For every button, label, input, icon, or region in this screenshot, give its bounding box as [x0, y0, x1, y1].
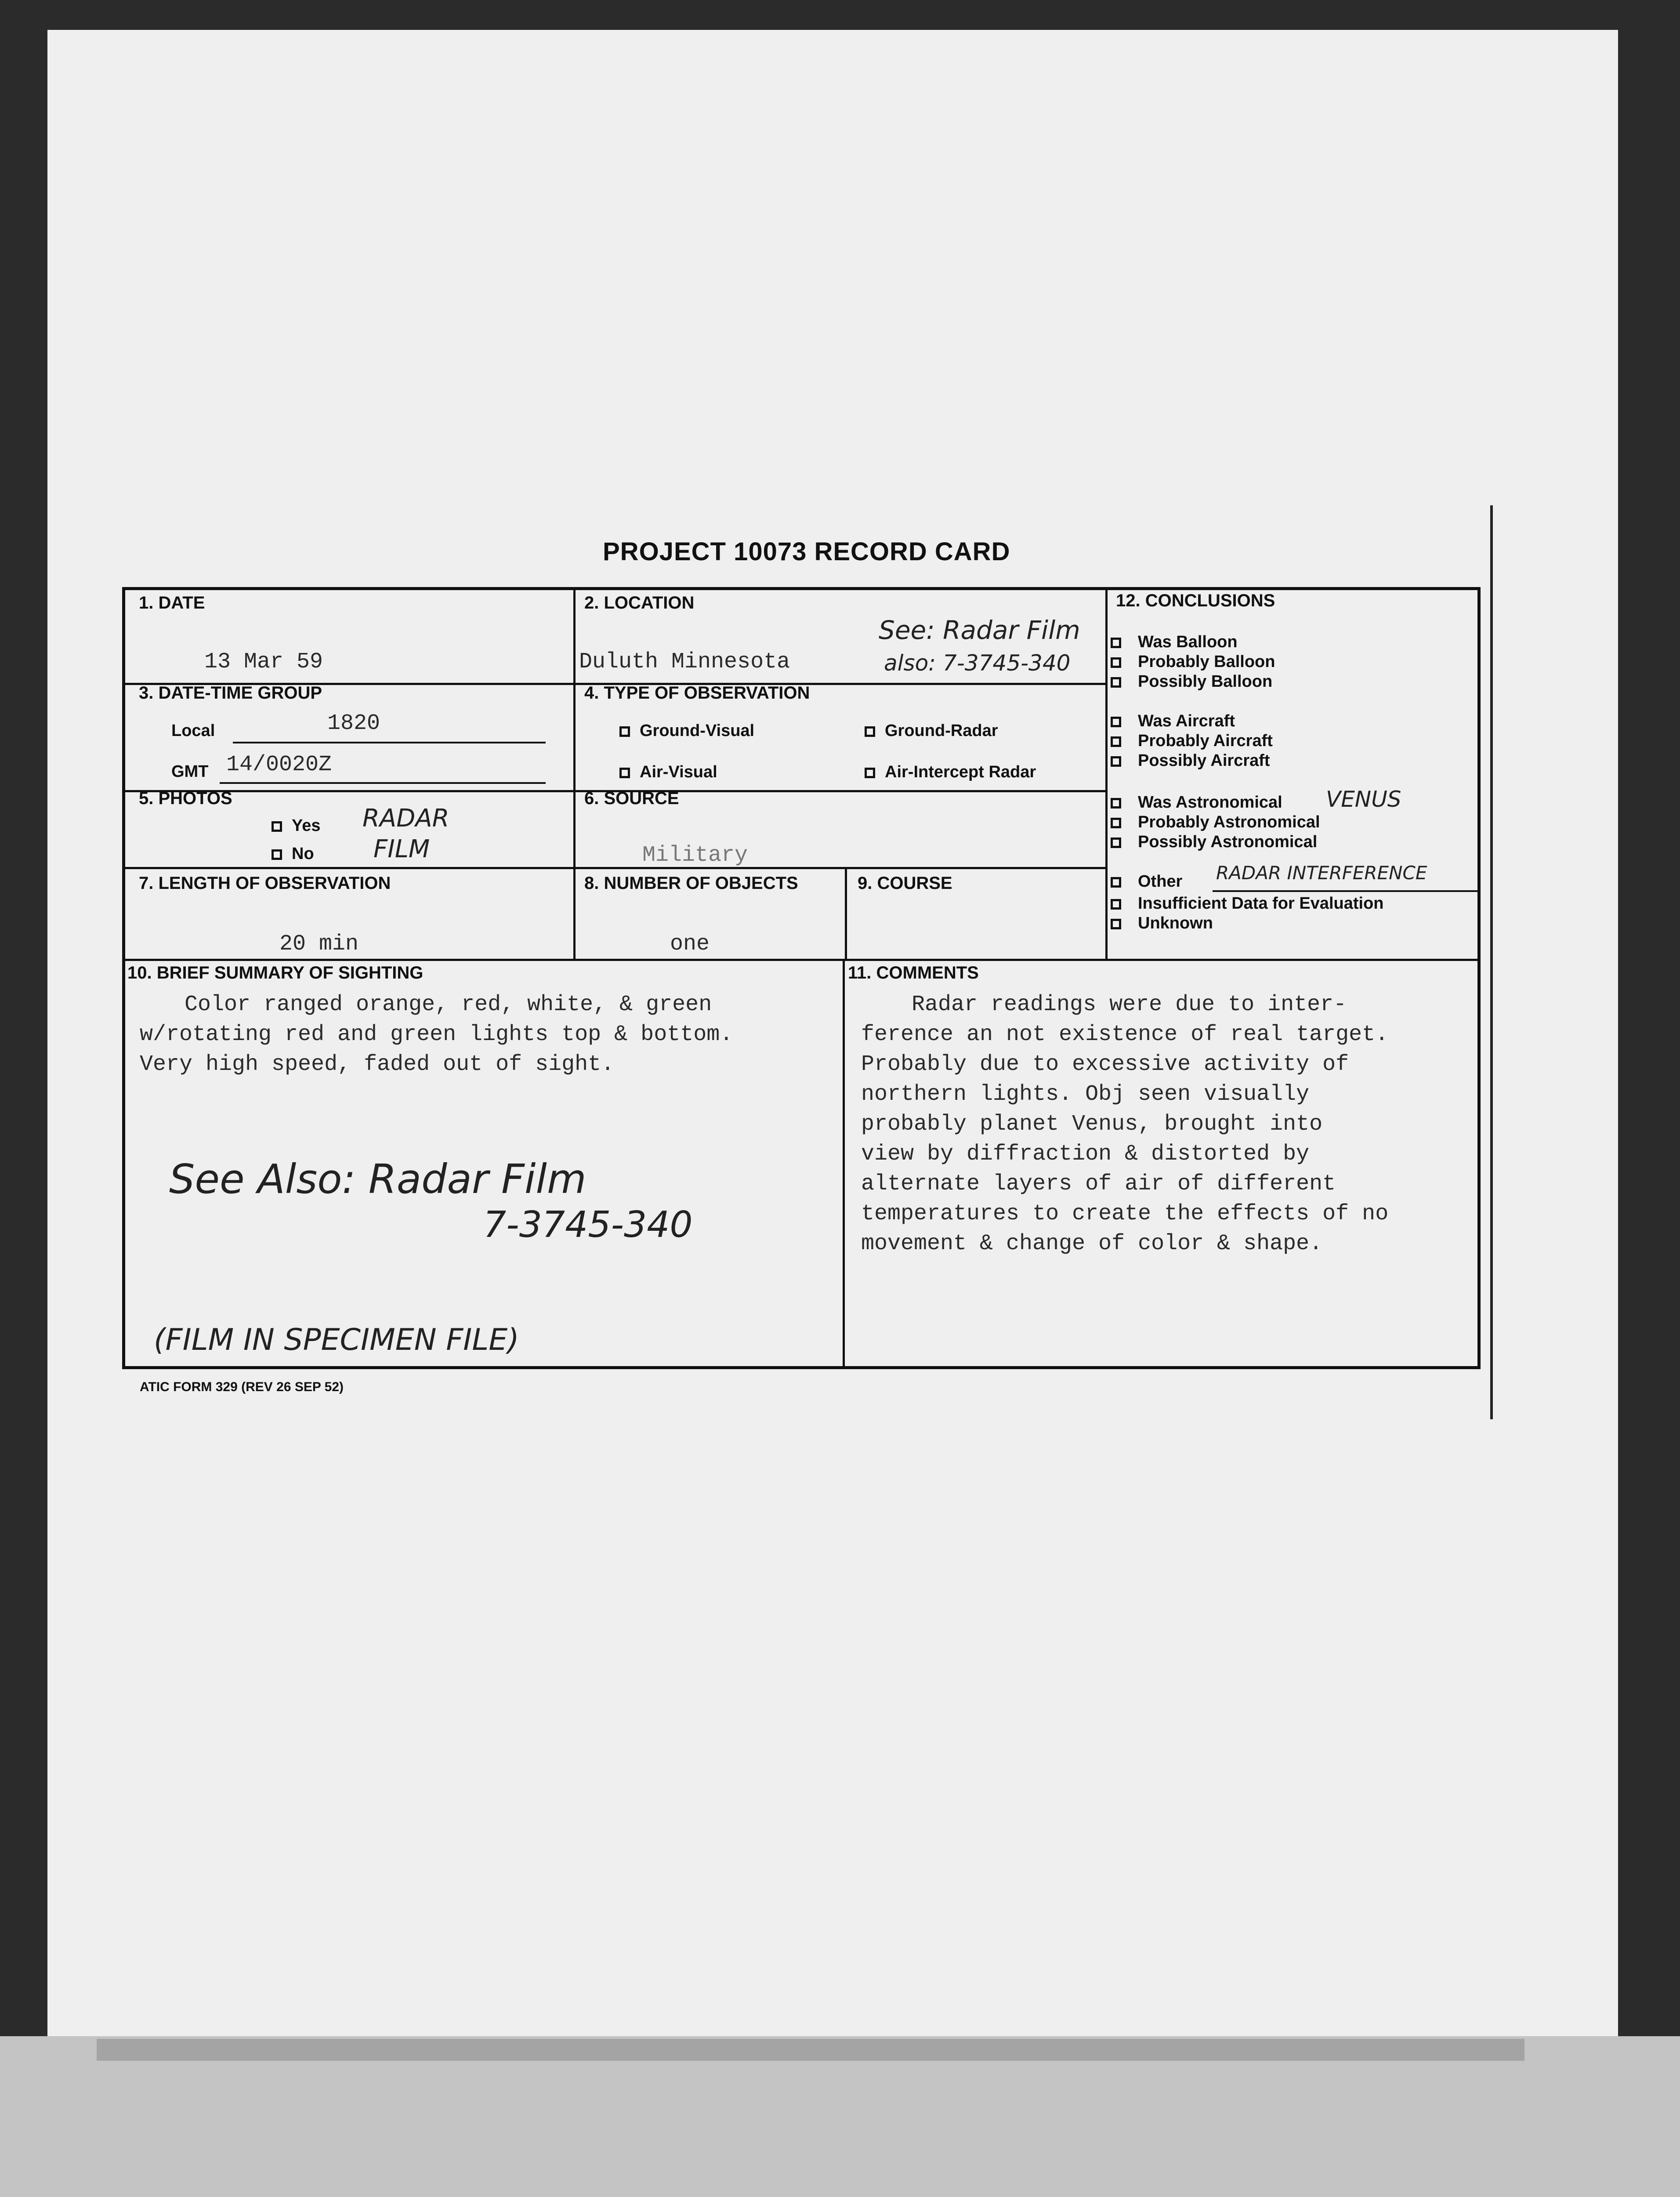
checkbox: [1111, 837, 1121, 848]
checkbox-checked: [619, 768, 630, 778]
gmt-underline: [220, 782, 546, 784]
photos-handwritten-2: FILM: [373, 835, 430, 863]
type-air-intercept: Air-Intercept Radar: [865, 763, 1036, 782]
card-title: PROJECT 10073 RECORD CARD: [603, 537, 1010, 566]
checkbox: [272, 849, 282, 860]
conclusion-item: Possibly Balloon: [1111, 672, 1272, 691]
location-value: Duluth Minnesota: [579, 649, 790, 674]
checkbox: [1111, 919, 1121, 929]
summary-handwritten-3: (FILM IN SPECIMEN FILE): [154, 1323, 519, 1357]
checkbox: [1111, 717, 1121, 727]
location-handwritten-2: also: 7-3745-340: [884, 650, 1071, 676]
number-label: 8. NUMBER OF OBJECTS: [584, 874, 798, 893]
checkbox: [865, 768, 875, 778]
source-label: 6. SOURCE: [584, 789, 679, 808]
conclusion-item: Was Astronomical: [1111, 793, 1282, 812]
photos-yes: Yes: [272, 816, 321, 835]
photos-label: 5. PHOTOS: [139, 789, 232, 808]
checkbox: [1111, 798, 1121, 808]
conclusion-handwritten-other: RADAR INTERFERENCE: [1216, 862, 1427, 884]
local-label: Local: [171, 721, 215, 740]
checkbox: [619, 726, 630, 737]
length-value: 20 min: [279, 932, 359, 957]
comments-line: Radar readings were due to inter-: [912, 992, 1347, 1017]
conclusion-item: Possibly Aircraft: [1111, 751, 1270, 770]
conclusion-item: Insufficient Data for Evaluation: [1111, 894, 1384, 913]
number-value: one: [670, 932, 710, 957]
conclusion-item: Unknown: [1111, 914, 1213, 933]
gmt-value: 14/0020Z: [226, 752, 332, 777]
rule-col-c: [1105, 590, 1108, 959]
form-number: ATIC FORM 329 (REV 26 SEP 52): [140, 1380, 344, 1394]
conclusion-item: Probably Balloon: [1111, 653, 1275, 671]
course-label: 9. COURSE: [858, 874, 952, 893]
conclusion-item: Was Balloon: [1111, 633, 1238, 652]
comments-line: probably planet Venus, brought into: [861, 1112, 1323, 1137]
local-underline: [233, 742, 546, 743]
type-label: 4. TYPE OF OBSERVATION: [584, 683, 810, 703]
date-label: 1. DATE: [139, 593, 205, 613]
comments-line: ference an not existence of real target.: [861, 1022, 1389, 1047]
length-label: 7. LENGTH OF OBSERVATION: [139, 874, 391, 893]
type-air-visual: Air-Visual: [619, 763, 717, 782]
type-ground-visual: Ground-Visual: [619, 721, 754, 740]
comments-line: Probably due to excessive activity of: [861, 1052, 1349, 1077]
conclusion-item: Possibly Astronomical: [1111, 833, 1317, 852]
type-ground-radar: Ground-Radar: [865, 721, 998, 740]
comments-label: 11. COMMENTS: [848, 963, 979, 982]
photos-handwritten-1: RADAR: [362, 804, 449, 833]
conclusion-item: Was Aircraft: [1111, 712, 1235, 731]
location-label: 2. LOCATION: [584, 593, 695, 613]
checkbox: [1111, 677, 1121, 688]
summary-label: 10. BRIEF SUMMARY OF SIGHTING: [127, 963, 424, 982]
rule-col-d: [843, 959, 845, 1369]
comments-line: movement & change of color & shape.: [861, 1231, 1323, 1256]
other-underline: [1213, 890, 1481, 892]
rule-col-a: [573, 590, 576, 959]
rule-col-b: [845, 867, 847, 959]
checkbox: [1111, 899, 1121, 910]
summary-handwritten-1: See Also: Radar Film: [169, 1156, 587, 1203]
comments-line: temperatures to create the effects of no: [861, 1201, 1389, 1226]
conclusion-item: Other: [1111, 872, 1182, 891]
paper-shadow: [97, 2039, 1524, 2061]
rule-row4: [125, 959, 1478, 961]
conclusion-handwritten-venus: VENUS: [1326, 787, 1401, 812]
location-handwritten-1: See: Radar Film: [879, 615, 1080, 645]
gmt-label: GMT: [171, 762, 209, 781]
checkbox: [1111, 756, 1121, 767]
conclusion-item: Probably Aircraft: [1111, 732, 1273, 750]
edge-line: [1490, 505, 1493, 1419]
local-value: 1820: [327, 711, 380, 736]
checkbox-checked: [272, 821, 282, 832]
checkbox: [1111, 657, 1121, 668]
date-value: 13 Mar 59: [204, 649, 323, 674]
comments-line: alternate layers of air of different: [861, 1171, 1336, 1196]
photos-no: No: [272, 845, 314, 863]
rule-row3: [125, 867, 1105, 869]
summary-line: Color ranged orange, red, white, & green: [185, 992, 712, 1017]
conclusion-item: Probably Astronomical: [1111, 813, 1320, 832]
checkbox: [1111, 877, 1121, 888]
comments-line: view by diffraction & distorted by: [861, 1142, 1310, 1167]
source-value: Military: [642, 843, 748, 868]
checkbox: [1111, 736, 1121, 747]
checkbox-checked: [1111, 818, 1121, 828]
summary-line: Very high speed, faded out of sight.: [140, 1052, 615, 1077]
dtg-label: 3. DATE-TIME GROUP: [139, 683, 322, 703]
comments-line: northern lights. Obj seen visually: [861, 1082, 1310, 1107]
summary-handwritten-2: 7-3745-340: [483, 1204, 693, 1246]
checkbox: [865, 726, 875, 737]
checkbox: [1111, 638, 1121, 648]
conclusions-label: 12. CONCLUSIONS: [1116, 591, 1275, 610]
summary-line: w/rotating red and green lights top & bottom.: [140, 1022, 733, 1047]
